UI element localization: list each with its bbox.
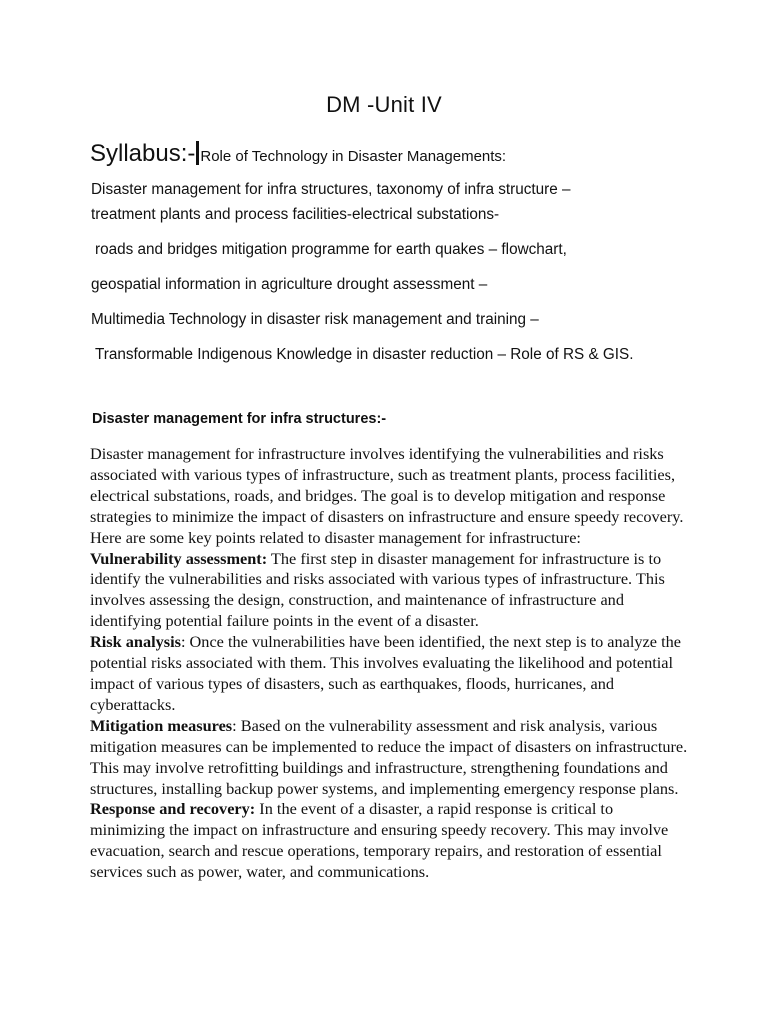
- text-cursor: [196, 141, 199, 165]
- key-point: [90, 716, 690, 800]
- syllabus-item: geospatial information in agriculture drought assessment –: [91, 276, 488, 293]
- syllabus-topic: Role of Technology in Disaster Managements:: [200, 148, 507, 165]
- key-point: [90, 799, 690, 883]
- key-point-text: In the event of a disaster, a rapid response is critical to minimizing the impact on infrastructure and ensuring speedy recovery. This may involve evacuation, search and rescue operations, temporary repairs, and restoration of essential services such as power, water, and communications.: [90, 799, 669, 882]
- syllabus-item: treatment plants and process facilities-electrical substations-: [91, 206, 500, 223]
- key-point-term: Response and recovery:: [90, 799, 256, 819]
- syllabus-line: [90, 140, 506, 168]
- key-point: [90, 632, 690, 716]
- syllabus-item: Multimedia Technology in disaster risk management and training –: [91, 311, 539, 328]
- key-point-term: Vulnerability assessment:: [90, 548, 268, 568]
- key-point-term: Risk analysis: [90, 632, 181, 652]
- syllabus-label: Syllabus:-: [90, 140, 196, 167]
- body-text: [90, 444, 690, 883]
- key-point-text: : Once the vulnerabilities have been identified, the next step is to analyze the potential risks associated with them. This involves evaluating the likelihood and potential impact of various types of disasters, such as earthquakes, floods, hurricanes, and cyberattacks.: [90, 632, 681, 714]
- syllabus-item: Transformable Indigenous Knowledge in disaster reduction – Role of RS & GIS.: [95, 346, 634, 363]
- document-title: DM -Unit IV: [326, 92, 442, 117]
- key-point-term: Mitigation measures: [90, 715, 233, 735]
- key-point: [90, 549, 690, 633]
- key-point-text: : Based on the vulnerability assessment and risk analysis, various mitigation measures can be implemented to reduce the impact of disasters on infrastructure. This may involve retrofitting buildings and infrastructure, strengthening foundations and structures, installing backup power systems, and implementing emergency response plans.: [90, 715, 688, 798]
- syllabus-item: Disaster management for infra structures, taxonomy of infra structure –: [91, 181, 571, 198]
- syllabus-item: roads and bridges mitigation programme for earth quakes – flowchart,: [95, 241, 567, 258]
- section-heading: Disaster management for infra structures:-: [92, 411, 387, 427]
- key-point-text: The first step in disaster management for infrastructure is to identify the vulnerabilities and risks associated with various types of infrastructure. This involves assessing the design, construction, and maintenance of infrastructure and identifying potential failure points in the event of a disaster.: [90, 548, 665, 631]
- intro-paragraph: Disaster management for infrastructure involves identifying the vulnerabilities and risks associated with various types of infrastructure, such as treatment plants, process facilities, electrical substations, roads, and bridges. The goal is to develop mitigation and response strategies to minimize the impact of disasters on infrastructure and ensure speedy recovery. Here are some key points related to disaster management for infrastructure:: [90, 444, 684, 547]
